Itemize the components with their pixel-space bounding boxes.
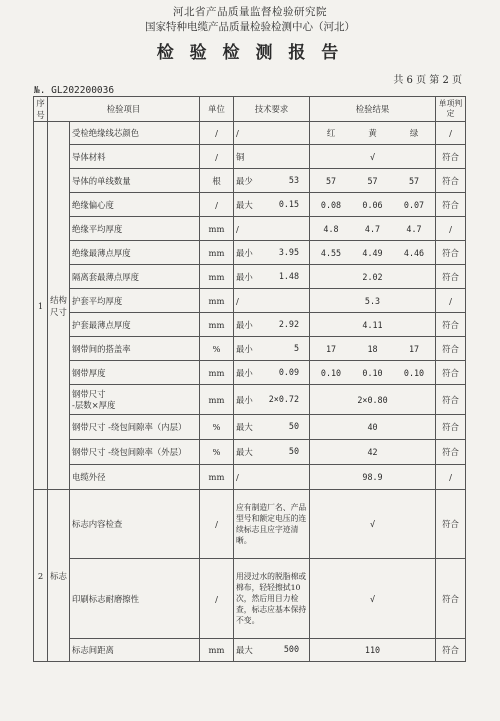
requirement-cell	[234, 440, 310, 465]
requirement-qualifier: 最大	[236, 447, 253, 457]
table-row	[34, 169, 466, 193]
item-name: 电缆外径	[70, 465, 200, 490]
result-value-2: 18	[367, 343, 378, 354]
table-header-row	[34, 97, 466, 122]
verdict-cell: /	[436, 217, 466, 241]
result-value-2: 0.10	[362, 367, 383, 378]
result-triple	[312, 176, 433, 186]
requirement-value: 1.48	[278, 270, 299, 281]
requirement-value: 500	[283, 644, 299, 654]
requirement-qualifier: /	[236, 223, 239, 234]
requirement-cell	[234, 169, 310, 193]
verdict-cell: 符合	[436, 193, 466, 217]
requirement-cell	[234, 361, 310, 385]
requirement-value: 50	[288, 446, 299, 456]
result-value-1: 0.10	[320, 367, 342, 378]
unit-cell: /	[200, 490, 234, 559]
col-header-unit: 单位	[200, 97, 234, 122]
item-name: 导体材料	[70, 145, 200, 169]
unit-cell: %	[200, 415, 234, 440]
unit-cell: mm	[200, 241, 234, 265]
requirement-qualifier: 最大	[236, 199, 253, 210]
requirement-text: 用浸过水的脱脂棉或棉布，轻轻擦拭10次，然后用目力检查，标志应基本保持不变。	[236, 572, 307, 625]
result-value-1: 4.55	[320, 247, 342, 258]
verdict-cell: 符合	[436, 639, 466, 662]
result-cell	[310, 241, 436, 265]
item-name: 受检绝缘线芯颜色	[70, 122, 200, 145]
requirement-cell	[234, 193, 310, 217]
result-value: 98.9	[362, 472, 383, 482]
requirement-cell	[234, 241, 310, 265]
col-header-result: 检验结果	[310, 97, 436, 122]
requirement-qualifier: 最大	[236, 645, 253, 655]
result-value-3: 57	[408, 175, 420, 186]
col-header-item: 检验项目	[48, 97, 200, 122]
item-name: 绝缘平均厚度	[70, 217, 200, 241]
unit-cell: /	[200, 193, 234, 217]
verdict-cell: 符合	[436, 169, 466, 193]
requirement-cell	[234, 559, 310, 639]
requirement-qualifier: 铜	[236, 151, 245, 162]
verdict-cell: 符合	[436, 361, 466, 385]
result-cell	[310, 193, 436, 217]
requirement-cell	[234, 289, 310, 313]
result-cell	[310, 361, 436, 385]
result-cell	[310, 465, 436, 490]
requirement-cell	[234, 415, 310, 440]
requirement-cell	[234, 385, 310, 415]
unit-cell: mm	[200, 385, 234, 415]
result-value-1: 0.08	[320, 199, 342, 210]
result-value-1: 17	[325, 343, 337, 354]
requirement-wrap	[236, 199, 307, 211]
requirement-wrap	[236, 367, 307, 379]
requirement-value: 2×0.72	[268, 393, 299, 404]
item-name: 隔离套最薄点厚度	[70, 265, 200, 289]
requirement-qualifier: /	[236, 128, 239, 138]
result-value: 42	[367, 447, 378, 457]
result-value: √	[369, 593, 376, 604]
table-row	[34, 440, 466, 465]
requirement-value: 50	[288, 421, 299, 431]
table-row	[34, 289, 466, 313]
report-number: №. GL202200036	[34, 85, 115, 96]
verdict-cell: 符合	[436, 559, 466, 639]
col-header-requirement: 技术要求	[234, 97, 310, 122]
requirement-qualifier: 最小	[236, 271, 253, 282]
requirement-wrap	[236, 472, 307, 482]
col-header-verdict: 单项判定	[436, 97, 466, 122]
requirement-wrap	[236, 343, 307, 355]
result-triple	[312, 127, 433, 139]
result-value-2: 4.7	[364, 223, 381, 234]
requirement-wrap	[236, 175, 307, 187]
verdict-cell: 符合	[436, 490, 466, 559]
item-name: 绝缘最薄点厚度	[70, 241, 200, 265]
requirement-wrap	[236, 296, 307, 306]
unit-cell: mm	[200, 639, 234, 662]
result-value-3: 绿	[409, 128, 419, 138]
result-value-3: 0.10	[403, 367, 425, 378]
result-value: 5.3	[364, 295, 381, 306]
requirement-wrap	[236, 394, 307, 406]
group-seq: 2	[34, 490, 48, 662]
verdict-cell: 符合	[436, 440, 466, 465]
item-name: 标志间距离	[70, 639, 200, 662]
group-seq: 1	[34, 122, 48, 490]
table-row	[34, 241, 466, 265]
col-header-seq: 序号	[34, 97, 48, 122]
group-name: 标志	[48, 490, 70, 662]
result-cell	[310, 289, 436, 313]
requirement-cell	[234, 337, 310, 361]
result-cell	[310, 559, 436, 639]
result-value-2: 57	[367, 175, 378, 186]
result-value-2: 4.49	[362, 247, 383, 258]
requirement-cell	[234, 490, 310, 559]
result-cell	[310, 415, 436, 440]
requirement-cell	[234, 639, 310, 662]
requirement-wrap	[236, 421, 307, 433]
result-value: 2.02	[362, 271, 383, 282]
result-value-1: 57	[325, 175, 337, 186]
result-value-1: 红	[326, 128, 336, 138]
requirement-value: 5	[293, 342, 299, 353]
inspection-table	[33, 96, 466, 662]
verdict-cell: /	[436, 289, 466, 313]
item-name: 绝缘偏心度	[70, 193, 200, 217]
table-row	[34, 490, 466, 559]
result-value-3: 4.46	[403, 247, 425, 258]
result-triple	[312, 344, 433, 354]
requirement-cell	[234, 217, 310, 241]
requirement-value: 0.15	[278, 198, 299, 209]
verdict-cell: 符合	[436, 241, 466, 265]
table-row	[34, 193, 466, 217]
result-value-3: 4.7	[406, 223, 422, 234]
result-cell	[310, 313, 436, 337]
result-cell	[310, 337, 436, 361]
result-cell	[310, 385, 436, 415]
result-value-2: 黄	[368, 128, 377, 138]
requirement-wrap	[236, 247, 307, 259]
requirement-cell	[234, 265, 310, 289]
result-value-2: 0.06	[362, 199, 383, 210]
table-row	[34, 265, 466, 289]
requirement-wrap	[236, 319, 307, 331]
item-name: 钢带尺寸 -绕包间隙率（外层）	[70, 440, 200, 465]
unit-cell: /	[200, 145, 234, 169]
verdict-cell: /	[436, 465, 466, 490]
table-row	[34, 145, 466, 169]
requirement-qualifier: 最小	[236, 394, 253, 405]
unit-cell: 根	[200, 169, 234, 193]
requirement-cell	[234, 313, 310, 337]
result-value: √	[369, 519, 376, 529]
item-name: 护套最薄点厚度	[70, 313, 200, 337]
result-cell	[310, 490, 436, 559]
requirement-qualifier: 最大	[236, 422, 253, 432]
unit-cell: mm	[200, 265, 234, 289]
unit-cell: /	[200, 122, 234, 145]
verdict-cell: 符合	[436, 415, 466, 440]
requirement-wrap	[236, 446, 307, 458]
requirement-qualifier: 最小	[236, 343, 253, 354]
item-name: 导体的单线数量	[70, 169, 200, 193]
org-name-line2: 国家特种电缆产品质量检验检测中心（河北）	[145, 21, 355, 33]
requirement-qualifier: 最小	[236, 319, 253, 330]
requirement-qualifier: /	[236, 295, 239, 306]
requirement-wrap	[236, 128, 307, 138]
verdict-cell: 符合	[436, 385, 466, 415]
result-value: 110	[364, 645, 381, 655]
result-cell	[310, 639, 436, 662]
result-cell	[310, 217, 436, 241]
result-value-3: 0.07	[403, 199, 425, 210]
verdict-cell: 符合	[436, 145, 466, 169]
item-name: 钢带间的搭盖率	[70, 337, 200, 361]
verdict-cell: 符合	[436, 265, 466, 289]
result-triple	[312, 368, 433, 378]
report-title: 检 验 检 测 报 告	[156, 43, 344, 63]
result-cell	[310, 122, 436, 145]
result-triple	[312, 248, 433, 258]
result-triple	[312, 200, 433, 210]
result-value: 40	[367, 422, 378, 432]
result-triple	[312, 224, 433, 234]
requirement-text: 应有制造厂名、产品型号和额定电压的连续标志且应字迹清晰。	[236, 503, 307, 545]
result-value: √	[369, 151, 376, 162]
table-row	[34, 313, 466, 337]
requirement-qualifier: /	[236, 472, 239, 482]
table-row	[34, 385, 466, 415]
result-value-3: 17	[408, 343, 420, 354]
table-row	[34, 217, 466, 241]
requirement-wrap	[236, 151, 307, 163]
item-name: 钢带厚度	[70, 361, 200, 385]
unit-cell: %	[200, 337, 234, 361]
result-value-1: 4.8	[323, 223, 339, 234]
result-cell	[310, 145, 436, 169]
item-name: 钢带尺寸 -绕包间隙率（内层）	[70, 415, 200, 440]
requirement-value: 0.09	[278, 366, 299, 377]
result-value: 2×0.80	[357, 394, 388, 405]
requirement-value: 3.95	[278, 246, 299, 257]
group-name: 结构尺寸	[48, 122, 70, 490]
result-cell	[310, 169, 436, 193]
item-name: 标志内容检查	[70, 490, 200, 559]
requirement-cell	[234, 465, 310, 490]
requirement-qualifier: 最小	[236, 367, 253, 378]
requirement-qualifier: 最少	[236, 175, 253, 186]
unit-cell: %	[200, 440, 234, 465]
table-row	[34, 639, 466, 662]
page-info: 共 6 页 第 2 页	[393, 75, 462, 86]
table-row	[34, 337, 466, 361]
table-row	[34, 361, 466, 385]
unit-cell: mm	[200, 289, 234, 313]
unit-cell: mm	[200, 217, 234, 241]
table-row	[34, 415, 466, 440]
result-cell	[310, 440, 436, 465]
requirement-value: 53	[288, 174, 299, 185]
unit-cell: mm	[200, 361, 234, 385]
requirement-value: 2.92	[278, 318, 299, 329]
requirement-wrap	[236, 271, 307, 283]
verdict-cell: /	[436, 122, 466, 145]
verdict-cell: 符合	[436, 337, 466, 361]
item-name: 护套平均厚度	[70, 289, 200, 313]
result-cell	[310, 265, 436, 289]
org-name-line1: 河北省产品质量监督检验研究院	[173, 6, 327, 18]
unit-cell: mm	[200, 313, 234, 337]
requirement-cell	[234, 145, 310, 169]
result-value: 4.11	[362, 319, 383, 330]
requirement-cell	[234, 122, 310, 145]
unit-cell: /	[200, 559, 234, 639]
table-row	[34, 559, 466, 639]
requirement-wrap	[236, 224, 307, 234]
table-row	[34, 465, 466, 490]
requirement-qualifier: 最小	[236, 247, 253, 258]
item-name: 印刷标志耐磨擦性	[70, 559, 200, 639]
item-name: 钢带尺寸 -层数×厚度	[70, 385, 200, 415]
verdict-cell: 符合	[436, 313, 466, 337]
requirement-wrap	[236, 644, 307, 656]
unit-cell: mm	[200, 465, 234, 490]
table-row	[34, 122, 466, 145]
